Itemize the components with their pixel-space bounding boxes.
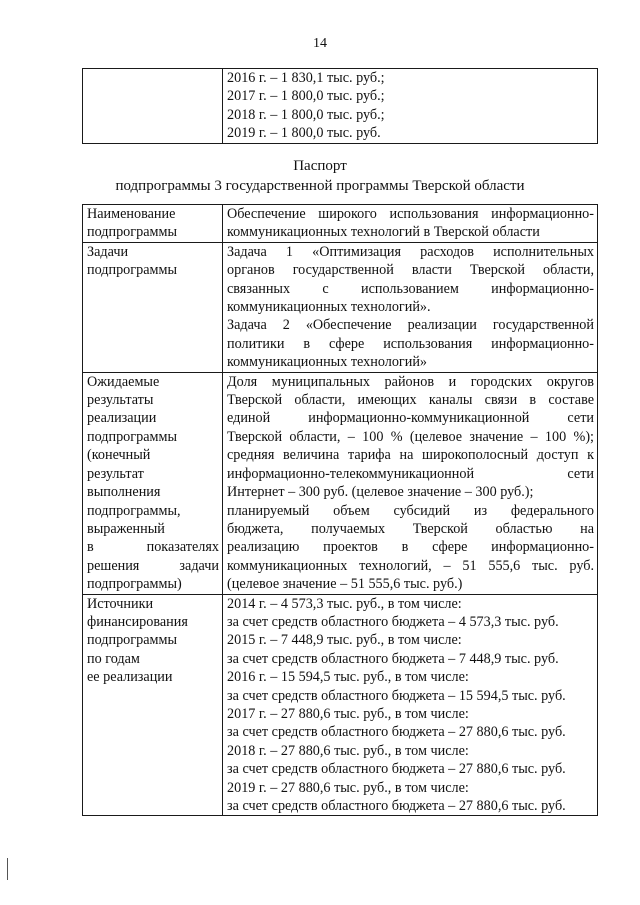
row-label-line: Наименование (87, 206, 176, 222)
row-label-line: подпрограммы (87, 262, 177, 279)
row-label-line: подпрограммы (87, 428, 177, 445)
content-line: Тверской области, имеющих каналы связи в составе (227, 392, 594, 409)
table-cell-empty (83, 69, 223, 144)
row-label-line: (конечный (87, 447, 151, 464)
row-label-line: подпрограммы, (87, 502, 181, 519)
content-line: Задача 1 «Оптимизация расходов исполнительных (227, 243, 594, 260)
row-label-line: реализации (87, 410, 157, 427)
funding-line: 2018 г. – 1 800,0 тыс. руб.; (227, 106, 385, 123)
row-label-line: выраженный (87, 520, 165, 537)
content-line: за счет средств областного бюджета – 27 880,6 тыс. руб. (227, 761, 566, 778)
content-line: 2015 г. – 7 448,9 тыс. руб., в том числе: (227, 632, 462, 649)
table-row (83, 69, 598, 144)
row-label-line: решения задачи (87, 557, 219, 574)
table-row (83, 372, 598, 594)
table-cell-funding-continuation (223, 69, 598, 144)
table-row (83, 205, 598, 243)
content-line: реализацию проектов в сфере информационно- (227, 539, 594, 556)
continuation-table (82, 68, 598, 144)
table-row (83, 594, 598, 816)
content-line: за счет средств областного бюджета – 7 448,9 тыс. руб. (227, 650, 559, 667)
content-line: связанных с использованием информационно- (227, 280, 594, 297)
content-line: 2014 г. – 4 573,3 тыс. руб., в том числе: (227, 595, 462, 612)
content-line: коммуникационных технологий в Тверской области (227, 224, 540, 241)
content-line: информационно-телекоммуникационной сети (227, 465, 594, 482)
row-label-line: результаты (87, 392, 154, 409)
funding-line: 2017 г. – 1 800,0 тыс. руб.; (227, 88, 385, 105)
content-line: (целевое значение – 51 555,6 тыс. руб.) (227, 576, 463, 593)
row-content-cell (223, 242, 598, 372)
content-line: за счет средств областного бюджета – 4 573,3 тыс. руб. (227, 613, 559, 630)
row-content-cell (223, 372, 598, 594)
content-line: 2017 г. – 27 880,6 тыс. руб., в том числе: (227, 705, 469, 722)
row-label-cell (83, 242, 223, 372)
content-line: за счет средств областного бюджета – 15 594,5 тыс. руб. (227, 687, 566, 704)
row-label-line: подпрограммы) (87, 576, 182, 593)
passport-table (82, 204, 598, 816)
scan-margin-mark (7, 858, 8, 880)
content-line: коммуникационных технологий» (227, 354, 428, 371)
page-number: 14 (313, 36, 327, 51)
content-line: 2019 г. – 27 880,6 тыс. руб., в том числе: (227, 779, 469, 796)
content-line: 2016 г. – 15 594,5 тыс. руб., в том числе: (227, 669, 469, 686)
row-label-line: по годам (87, 650, 140, 667)
content-line: Интернет – 300 руб. (целевое значение – 300 руб.); (227, 484, 534, 501)
row-content-cell (223, 594, 598, 816)
row-label-line: подпрограммы (87, 632, 177, 649)
row-label-cell (83, 205, 223, 243)
funding-line: 2016 г. – 1 830,1 тыс. руб.; (227, 70, 385, 86)
row-label-line: выполнения (87, 484, 161, 501)
content-line: органов государственной власти Тверской области, (227, 262, 594, 279)
content-line: 2018 г. – 27 880,6 тыс. руб., в том числе: (227, 742, 469, 759)
content-line: планируемый объем субсидий из федерального (227, 502, 594, 519)
content-line: за счет средств областного бюджета – 27 880,6 тыс. руб. (227, 724, 566, 741)
row-label-line: финансирования (87, 613, 188, 630)
row-label-line: подпрограммы (87, 224, 177, 241)
content-line: за счет средств областного бюджета – 27 880,6 тыс. руб. (227, 798, 566, 814)
content-line: Обеспечение широкого использования информационно- (227, 206, 594, 222)
row-label-line: Источники (87, 595, 154, 612)
passport-title: Паспорт (293, 158, 347, 174)
row-content-cell (223, 205, 598, 243)
content-line: бюджета, получаемых Тверской областью на (227, 520, 594, 537)
content-line: политики в сфере использования информационно- (227, 335, 594, 352)
content-line: коммуникационных технологий, – 51 555,6 тыс. руб. (227, 557, 594, 574)
row-label-line: Задачи (87, 243, 129, 260)
row-label-cell (83, 594, 223, 816)
content-line: Задача 2 «Обеспечение реализации государственной (227, 317, 594, 334)
passport-subtitle: подпрограммы 3 государственной программы Тверской области (115, 178, 525, 194)
table-row (83, 242, 598, 372)
row-label-line: Ожидаемые (87, 373, 160, 390)
funding-line: 2019 г. – 1 800,0 тыс. руб. (227, 125, 381, 142)
content-line: Тверской области, – 100 % (целевое значение – 100 %); (227, 428, 594, 445)
content-line: единой информационно-коммуникационной сети (227, 410, 594, 427)
row-label-line: в показателях (87, 539, 219, 556)
row-label-cell (83, 372, 223, 594)
row-label-line: ее реализации (87, 669, 173, 686)
content-line: коммуникационных технологий». (227, 299, 431, 316)
content-line: средняя величина тарифа на широкополосный доступ к (227, 447, 594, 464)
row-label-line: результат (87, 465, 144, 482)
content-line: Доля муниципальных районов и городских округов (227, 373, 594, 390)
